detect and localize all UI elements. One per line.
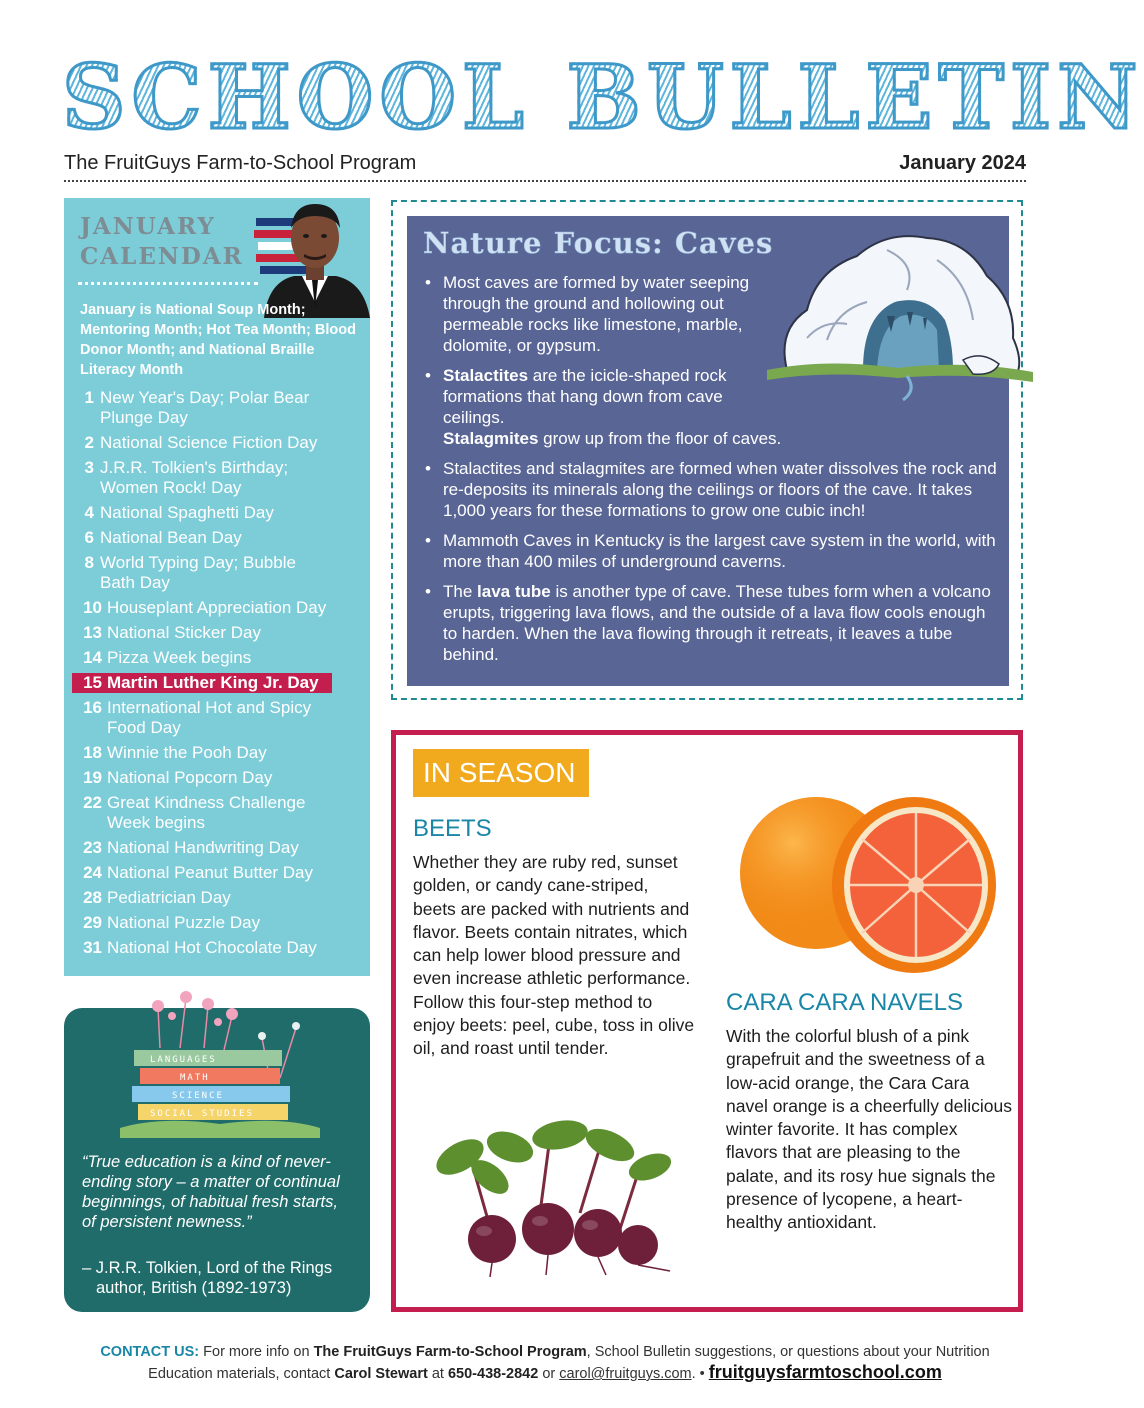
calendar-event: National Science Fiction Day — [100, 433, 318, 452]
calendar-day: 22 — [83, 793, 102, 812]
calendar-item — [64, 793, 370, 833]
contact-phone: 650-438-2842 — [447, 1366, 539, 1382]
svg-text:SOCIAL STUDIES: SOCIAL STUDIES — [150, 1109, 254, 1119]
books-illustration — [120, 988, 320, 1138]
nature-bullet: • Mammoth Caves in Kentucky is the largest cave system in the world, with more than 400 miles of underground caverns. — [425, 530, 1003, 572]
calendar-item — [64, 743, 370, 763]
calendar-item — [64, 503, 370, 523]
calendar-day: 29 — [83, 913, 102, 932]
contact-footer: CONTACT US: For more info on The FruitGuys Farm-to-School Program, School Bulletin suggestions, or questions about your Nutrition Education materials, contact Carol Stewart at 650-438-2842 or carol@fruitguys.com. • fruitguysfarmtoschool.com — [100, 1344, 990, 1382]
calendar-day: 16 — [83, 698, 102, 717]
calendar-event: Winnie the Pooh Day — [107, 743, 267, 762]
svg-text:MATH: MATH — [180, 1073, 210, 1083]
svg-text:LANGUAGES: LANGUAGES — [150, 1055, 217, 1065]
nature-bullet: • The lava tube is another type of cave. These tubes form when a volcano erupts, triggering lava flows, and the outside of a lava flow cools enough to harden. When the lava flowing through it retreats, it leaves a tube behind. — [425, 581, 1003, 665]
beets-text: Whether they are ruby red, sunset golden, or candy cane-striped, beets are packed with nutrients and flavor. Beets contain nitrates, which can help lower blood pressure and even increase athletic performance. Follow this four-step method to enjoy beets: peel, cube, toss in olive oil, and roast until tender. — [413, 852, 695, 1059]
calendar-day: 3 — [84, 458, 94, 477]
calendar-event: National Handwriting Day — [107, 838, 299, 857]
calendar-day: 28 — [83, 888, 102, 907]
nature-bullet: • Stalactites and stalagmites are formed when water dissolves the rock and re-deposits its minerals along the ceilings or floors of the cave. It takes 1,000 years for these formations to grow one cubic inch! — [425, 458, 1003, 521]
calendar-item — [72, 673, 332, 693]
calendar-list — [64, 388, 370, 963]
calendar-event: Pizza Week begins — [107, 648, 252, 667]
svg-text:SCIENCE: SCIENCE — [172, 1091, 224, 1101]
calendar-day: 31 — [83, 938, 102, 957]
calendar-item — [64, 388, 370, 428]
calendar-item — [64, 528, 370, 548]
calendar-panel — [64, 198, 370, 976]
issue-date: January 2024 — [899, 152, 1026, 174]
in-season-panel — [391, 730, 1023, 1312]
contact-email-link[interactable]: carol@fruitguys.com — [559, 1366, 692, 1382]
calendar-divider — [78, 282, 258, 285]
calendar-day: 18 — [83, 743, 102, 762]
calendar-day: 24 — [83, 863, 102, 882]
in-season-tag: IN SEASON — [413, 749, 589, 797]
calendar-event: National Sticker Day — [107, 623, 262, 642]
calendar-observances: January is National Soup Month; Mentoring Month; Hot Tea Month; Blood Donor Month; and National Braille Literacy Month — [80, 302, 356, 378]
nature-bullet: • Stalactites are the icicle-shaped rock formations that hang down from cave ceilings. Stalagmites grow up from the floor of caves. — [425, 365, 1003, 449]
nature-title: Nature Focus: Caves — [423, 226, 774, 260]
calendar-event: National Peanut Butter Day — [107, 863, 314, 882]
subheader — [64, 150, 1026, 182]
quote-attribution: – J.R.R. Tolkien, Lord of the Rings author, British (1892-1973) — [82, 1259, 333, 1297]
calendar-event: National Hot Chocolate Day — [107, 938, 317, 957]
calendar-item — [64, 623, 370, 643]
calendar-day: 10 — [83, 598, 102, 617]
calendar-day: 23 — [83, 838, 102, 857]
cara-cara-text: With the colorful blush of a pink grapefruit and the sweetness of a low-acid orange, the Cara Cara navel orange is a cheerfully delicious winter favorite. It has complex flavors that are pleasing to the palate, and its rosy hue signals the presence of lycopene, a heart-healthy antioxidant. — [726, 1026, 1012, 1233]
website-link[interactable]: fruitguysfarmtoschool.com — [708, 1362, 942, 1382]
calendar-event: World Typing Day; Bubble Bath Day — [100, 553, 296, 592]
calendar-event: New Year's Day; Polar Bear Plunge Day — [100, 388, 310, 427]
program-name: The FruitGuys Farm-to-School Program — [64, 152, 417, 174]
calendar-day: 19 — [83, 768, 102, 787]
calendar-item — [64, 598, 370, 618]
calendar-event: National Popcorn Day — [107, 768, 273, 787]
calendar-day: 2 — [84, 433, 94, 452]
calendar-day: 14 — [83, 648, 102, 667]
calendar-event: International Hot and Spicy Food Day — [107, 698, 312, 737]
calendar-event: Pediatrician Day — [107, 888, 231, 907]
calendar-event: National Spaghetti Day — [100, 503, 274, 522]
calendar-title: JANUARY CALENDAR — [80, 213, 244, 270]
calendar-item — [64, 768, 370, 788]
quote-text: “True education is a kind of never-ending story – a matter of continual beginnings, of habitual fresh starts, of persistent newness.” — [82, 1153, 340, 1231]
calendar-event: J.R.R. Tolkien's Birthday; Women Rock! Day — [100, 458, 289, 497]
calendar-item — [64, 838, 370, 858]
bulletin-title: SCHOOL BULLETIN — [62, 45, 1144, 149]
beets-illustration — [430, 1117, 680, 1277]
calendar-item — [64, 698, 370, 738]
calendar-event: National Puzzle Day — [107, 913, 261, 932]
calendar-item — [64, 648, 370, 668]
cara-cara-orange-illustration — [732, 787, 1002, 979]
beets-heading: BEETS — [413, 815, 492, 842]
calendar-day: 4 — [84, 503, 94, 522]
nature-bullet: • Most caves are formed by water seeping through the ground and hollowing out permeable rocks like limestone, marble, dolomite, or gypsum. — [425, 272, 773, 356]
calendar-item — [64, 458, 370, 498]
calendar-item — [64, 553, 370, 593]
calendar-item — [64, 913, 370, 933]
calendar-day: 13 — [83, 623, 102, 642]
mlk-portrait — [254, 190, 376, 318]
calendar-item — [64, 863, 370, 883]
calendar-item — [64, 433, 370, 453]
nature-focus-panel — [407, 216, 1009, 686]
calendar-event: Great Kindness Challenge Week begins — [107, 793, 306, 832]
calendar-item — [64, 888, 370, 908]
calendar-event: National Bean Day — [100, 528, 242, 547]
nature-bullets — [425, 272, 1003, 674]
calendar-day: 8 — [84, 553, 94, 572]
calendar-event: Martin Luther King Jr. Day — [107, 673, 319, 692]
calendar-day: 6 — [84, 528, 94, 547]
calendar-event: Houseplant Appreciation Day — [107, 598, 327, 617]
contact-label: CONTACT US: — [100, 1344, 200, 1360]
quote-panel — [64, 1008, 370, 1312]
calendar-day: 1 — [84, 388, 94, 407]
cara-cara-heading: CARA CARA NAVELS — [726, 989, 963, 1016]
calendar-item — [64, 938, 370, 958]
calendar-day: 15 — [83, 673, 102, 692]
